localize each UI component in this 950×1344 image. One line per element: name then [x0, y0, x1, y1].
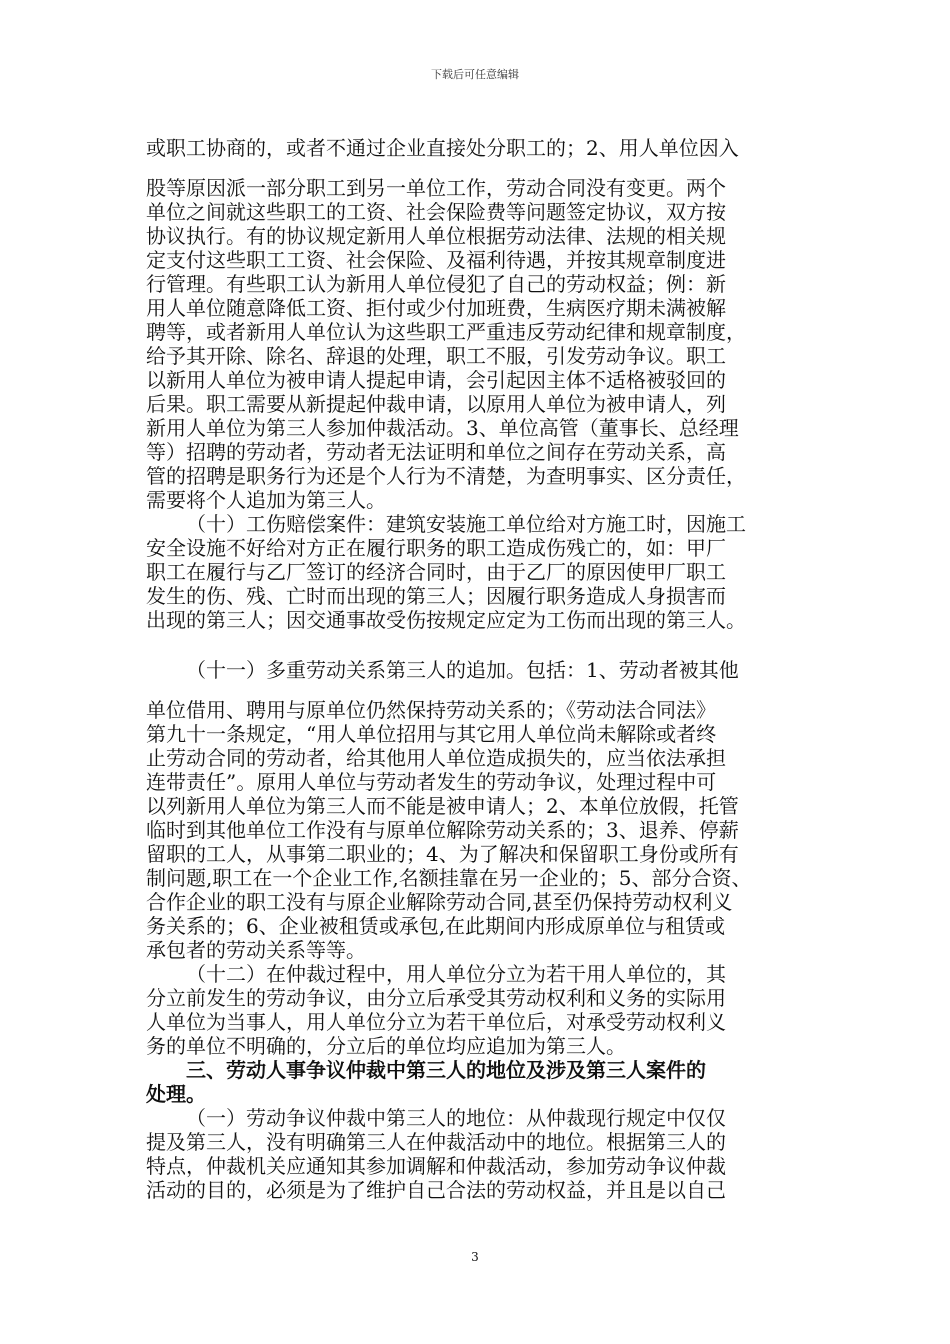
text-line: 合作企业的职工没有与原企业解除劳动合同,甚至仍保持劳动权利义 [146, 890, 733, 914]
text-line: 定支付这些职工工资、社会保险、及福利待遇，并按其规章制度进 [146, 248, 726, 272]
text-line: 用人单位随意降低工资、拒付或少付加班费，生病医疗期未满被解 [146, 296, 726, 320]
text-line: 分立前发生的劳动争议，由分立后承受其劳动权利和义务的实际用 [146, 986, 726, 1010]
text-line: 新用人单位为第三人参加仲裁活动。3、单位高管（董事长、总经理 [146, 416, 739, 440]
section-heading: 处理。 [146, 1082, 206, 1106]
text-line: 活动的目的，必须是为了维护自己合法的劳动权益，并且是以自己 [146, 1178, 726, 1202]
text-line: 以列新用人单位为第三人而不能是被申请人；2、本单位放假，托管 [146, 794, 739, 818]
text-line: 单位之间就这些职工的工资、社会保险费等问题签定协议，双方按 [146, 200, 726, 224]
text-line: 或职工协商的，或者不通过企业直接处分职工的；2、用人单位因入 [146, 136, 739, 160]
text-line: 承包者的劳动关系等等。 [146, 938, 366, 962]
text-line: 出现的第三人；因交通事故受伤按规定应定为工伤而出现的第三人。 [146, 608, 746, 632]
text-line: （十一）多重劳动关系第三人的追加。包括：1、劳动者被其他 [186, 658, 739, 682]
text-line: 人单位为当事人，用人单位分立为若干单位后，对承受劳动权利义 [146, 1010, 726, 1034]
text-line: 职工在履行与乙厂签订的经济合同时，由于乙厂的原因使甲厂职工 [146, 560, 726, 584]
text-line: 务的单位不明确的，分立后的单位均应追加为第三人。 [146, 1034, 626, 1058]
text-line: 发生的伤、残、亡时而出现的第三人；因履行职务造成人身损害而 [146, 584, 726, 608]
section-heading: 三、劳动人事争议仲裁中第三人的地位及涉及第三人案件的 [186, 1058, 706, 1082]
text-line: 需要将个人追加为第三人。 [146, 488, 386, 512]
text-line: 安全设施不好给对方正在履行职务的职工造成伤残亡的，如：甲厂 [146, 536, 726, 560]
text-line: 协议执行。有的协议规定新用人单位根据劳动法律、法规的相关规 [146, 224, 726, 248]
text-line: 后果。职工需要从新提起仲裁申请，以原用人单位为被申请人，列 [146, 392, 726, 416]
text-line: 务关系的；6、企业被租赁或承包,在此期间内形成原单位与租赁或 [146, 914, 726, 938]
text-line: 第九十一条规定，“用人单位招用与其它用人单位尚未解除或者终 [146, 722, 717, 746]
text-line: 行管理。有些职工认为新用人单位侵犯了自己的劳动权益；例：新 [146, 272, 726, 296]
text-line: 给予其开除、除名、辞退的处理，职工不服，引发劳动争议。职工 [146, 344, 726, 368]
text-line: （十）工伤赔偿案件：建筑安装施工单位给对方施工时，因施工 [186, 512, 746, 536]
header-note: 下载后可任意编辑 [431, 68, 519, 81]
text-line: （十二）在仲裁过程中，用人单位分立为若干用人单位的，其 [186, 962, 726, 986]
text-line: 单位借用、聘用与原单位仍然保持劳动关系的；《劳动法合同法》 [146, 698, 716, 722]
text-line: 临时到其他单位工作没有与原单位解除劳动关系的；3、退养、停薪 [146, 818, 739, 842]
text-line: 股等原因派一部分职工到另一单位工作，劳动合同没有变更。两个 [146, 176, 726, 200]
text-line: 聘等，或者新用人单位认为这些职工严重违反劳动纪律和规章制度， [146, 320, 746, 344]
text-line: 制问题,职工在一个企业工作,名额挂靠在另一企业的；5、部分合资、 [146, 866, 752, 890]
text-line: 连带责任”。原用人单位与劳动者发生的劳动争议，处理过程中可 [146, 770, 717, 794]
text-line: （一）劳动争议仲裁中第三人的地位：从仲裁现行规定中仅仅 [186, 1106, 726, 1130]
text-line: 止劳动合同的劳动者，给其他用人单位造成损失的，应当依法承担 [146, 746, 726, 770]
text-line: 管的招聘是职务行为还是个人行为不清楚，为查明事实、区分责任， [146, 464, 746, 488]
text-line: 留职的工人，从事第二职业的；4、为了解决和保留职工身份或所有 [146, 842, 739, 866]
text-line: 等）招聘的劳动者，劳动者无法证明和单位之间存在劳动关系，高 [146, 440, 726, 464]
text-line: 特点，仲裁机关应通知其参加调解和仲裁活动，参加劳动争议仲裁 [146, 1154, 726, 1178]
text-line: 以新用人单位为被申请人提起申请，会引起因主体不适格被驳回的 [146, 368, 726, 392]
text-line: 提及第三人，没有明确第三人在仲裁活动中的地位。根据第三人的 [146, 1130, 726, 1154]
page-number: 3 [471, 1250, 479, 1264]
